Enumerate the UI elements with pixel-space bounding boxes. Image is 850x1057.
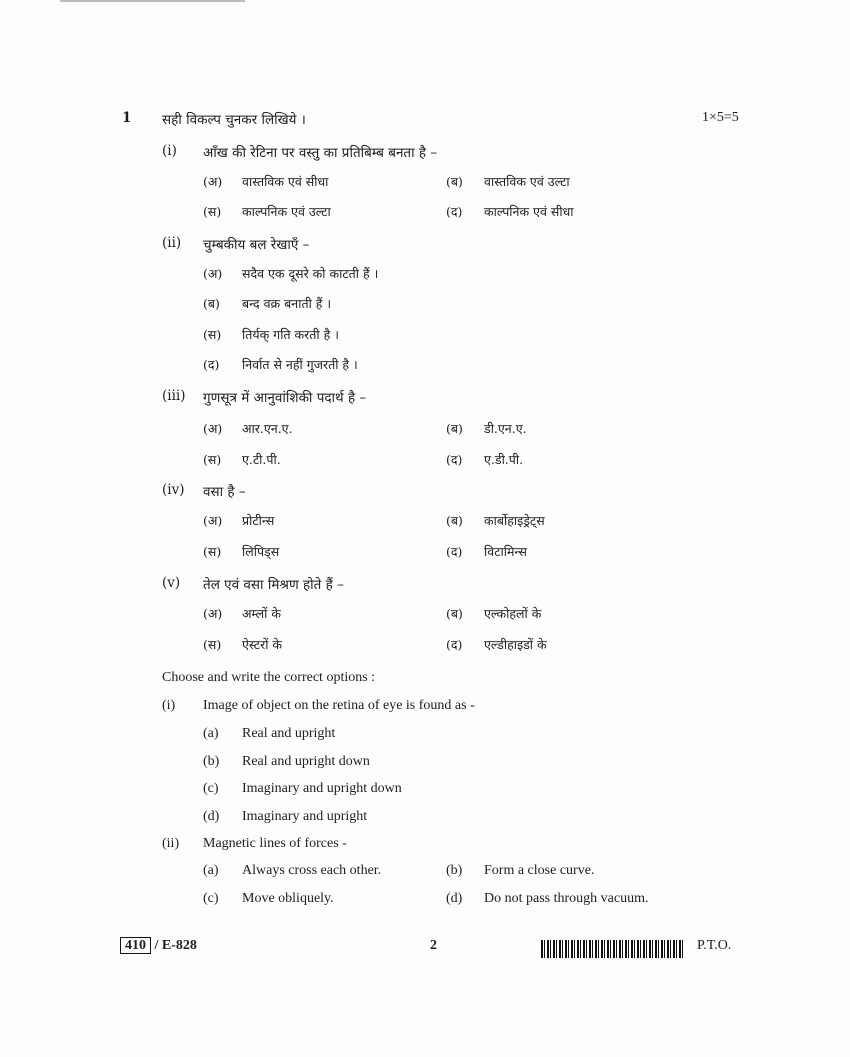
option-text: Move obliquely. <box>242 891 334 906</box>
pto-label: P.T.O. <box>697 938 732 953</box>
hindi-item-text: गुणसूत्र में आनुवांशिकी पदार्थ है – <box>203 390 367 406</box>
option-text: निर्वात से नहीं गुजरती है । <box>242 357 358 372</box>
page-number: 2 <box>430 938 437 953</box>
hindi-item-number: (iv) <box>162 482 185 498</box>
option-text: Real and upright <box>242 726 336 741</box>
option-label: (द) <box>203 357 220 372</box>
hindi-item-number: (v) <box>162 575 181 591</box>
option-label: (स) <box>203 637 222 652</box>
english-item-text: Magnetic lines of forces - <box>203 836 347 851</box>
marks-allocation: 1×5=5 <box>702 110 739 125</box>
scan-edge-line <box>60 0 245 2</box>
hindi-instruction: सही विकल्प चुनकर लिखिये । <box>162 112 306 128</box>
option-label: (अ) <box>203 606 223 621</box>
option-text: तिर्यक् गति करती है । <box>242 327 339 342</box>
option-label: (द) <box>446 637 463 652</box>
hindi-item-text: चुम्बकीय बल रेखाएँ – <box>203 237 310 253</box>
option-label: (अ) <box>203 513 223 528</box>
english-item-number: (ii) <box>162 836 180 851</box>
option-text: आर.एन.ए. <box>242 421 293 436</box>
option-label: (d) <box>203 809 220 824</box>
option-text: सदैव एक दूसरे को काटती हैं । <box>242 266 379 281</box>
option-text: अम्लों के <box>242 606 281 621</box>
option-label: (द) <box>446 204 463 219</box>
option-text: काल्पनिक एवं उल्टा <box>242 204 331 219</box>
option-text: Do not pass through vacuum. <box>484 891 649 906</box>
option-label: (ब) <box>446 513 463 528</box>
paper-code-footer <box>120 938 197 954</box>
english-item-text: Image of object on the retina of eye is found as - <box>203 698 475 713</box>
option-label: (स) <box>203 452 222 467</box>
option-text: लिपिड्स <box>242 544 280 559</box>
hindi-item-number: (i) <box>162 143 177 159</box>
hindi-item-text: आँख की रेटिना पर वस्तु का प्रतिबिम्ब बनता है – <box>203 145 438 161</box>
english-item-number: (i) <box>162 698 176 713</box>
option-text: एल्कोहलों के <box>484 606 542 621</box>
option-text: वास्तविक एवं उल्टा <box>484 174 570 189</box>
paper-series: / E-828 <box>154 938 197 953</box>
hindi-item-text: वसा है – <box>203 484 246 500</box>
option-label: (अ) <box>203 174 223 189</box>
option-text: काल्पनिक एवं सीधा <box>484 204 574 219</box>
option-text: Imaginary and upright <box>242 809 368 824</box>
hindi-item-number: (iii) <box>162 388 186 404</box>
option-text: बन्द वक्र बनाती हैं । <box>242 296 332 311</box>
option-label: (स) <box>203 327 222 342</box>
option-text: ए.डी.पी. <box>484 452 524 467</box>
question-number: 1 <box>122 110 132 126</box>
option-label: (d) <box>446 891 463 906</box>
option-text: प्रोटीन्स <box>242 513 275 528</box>
option-text: वास्तविक एवं सीधा <box>242 174 329 189</box>
option-text: ए.टी.पी. <box>242 452 281 467</box>
option-label: (ब) <box>446 606 463 621</box>
option-label: (अ) <box>203 266 223 281</box>
option-text: Real and upright down <box>242 754 370 769</box>
option-label: (b) <box>203 754 220 769</box>
option-text: डी.एन.ए. <box>484 421 527 436</box>
option-text: Imaginary and upright down <box>242 781 402 796</box>
hindi-item-text: तेल एवं वसा मिश्रण होते हैं – <box>203 577 344 593</box>
option-text: ऐस्टरों के <box>242 637 282 652</box>
option-text: Always cross each other. <box>242 863 382 878</box>
option-label: (b) <box>446 863 463 878</box>
option-label: (c) <box>203 891 219 906</box>
option-label: (c) <box>203 781 219 796</box>
hindi-item-number: (ii) <box>162 235 182 251</box>
option-label: (द) <box>446 452 463 467</box>
option-label: (द) <box>446 544 463 559</box>
option-text: Form a close curve. <box>484 863 595 878</box>
paper-code-box: 410 <box>120 937 151 954</box>
option-text: कार्बोहाइड्रेट्स <box>484 513 545 528</box>
option-label: (ब) <box>203 296 220 311</box>
option-label: (स) <box>203 204 222 219</box>
option-label: (ब) <box>446 421 463 436</box>
option-label: (a) <box>203 726 219 741</box>
option-text: विटामिन्स <box>484 544 527 559</box>
barcode <box>541 940 684 958</box>
option-label: (ब) <box>446 174 463 189</box>
option-text: एल्डीहाइडों के <box>484 637 547 652</box>
english-instruction: Choose and write the correct options : <box>162 670 376 685</box>
option-label: (स) <box>203 544 222 559</box>
option-label: (a) <box>203 863 219 878</box>
option-label: (अ) <box>203 421 223 436</box>
